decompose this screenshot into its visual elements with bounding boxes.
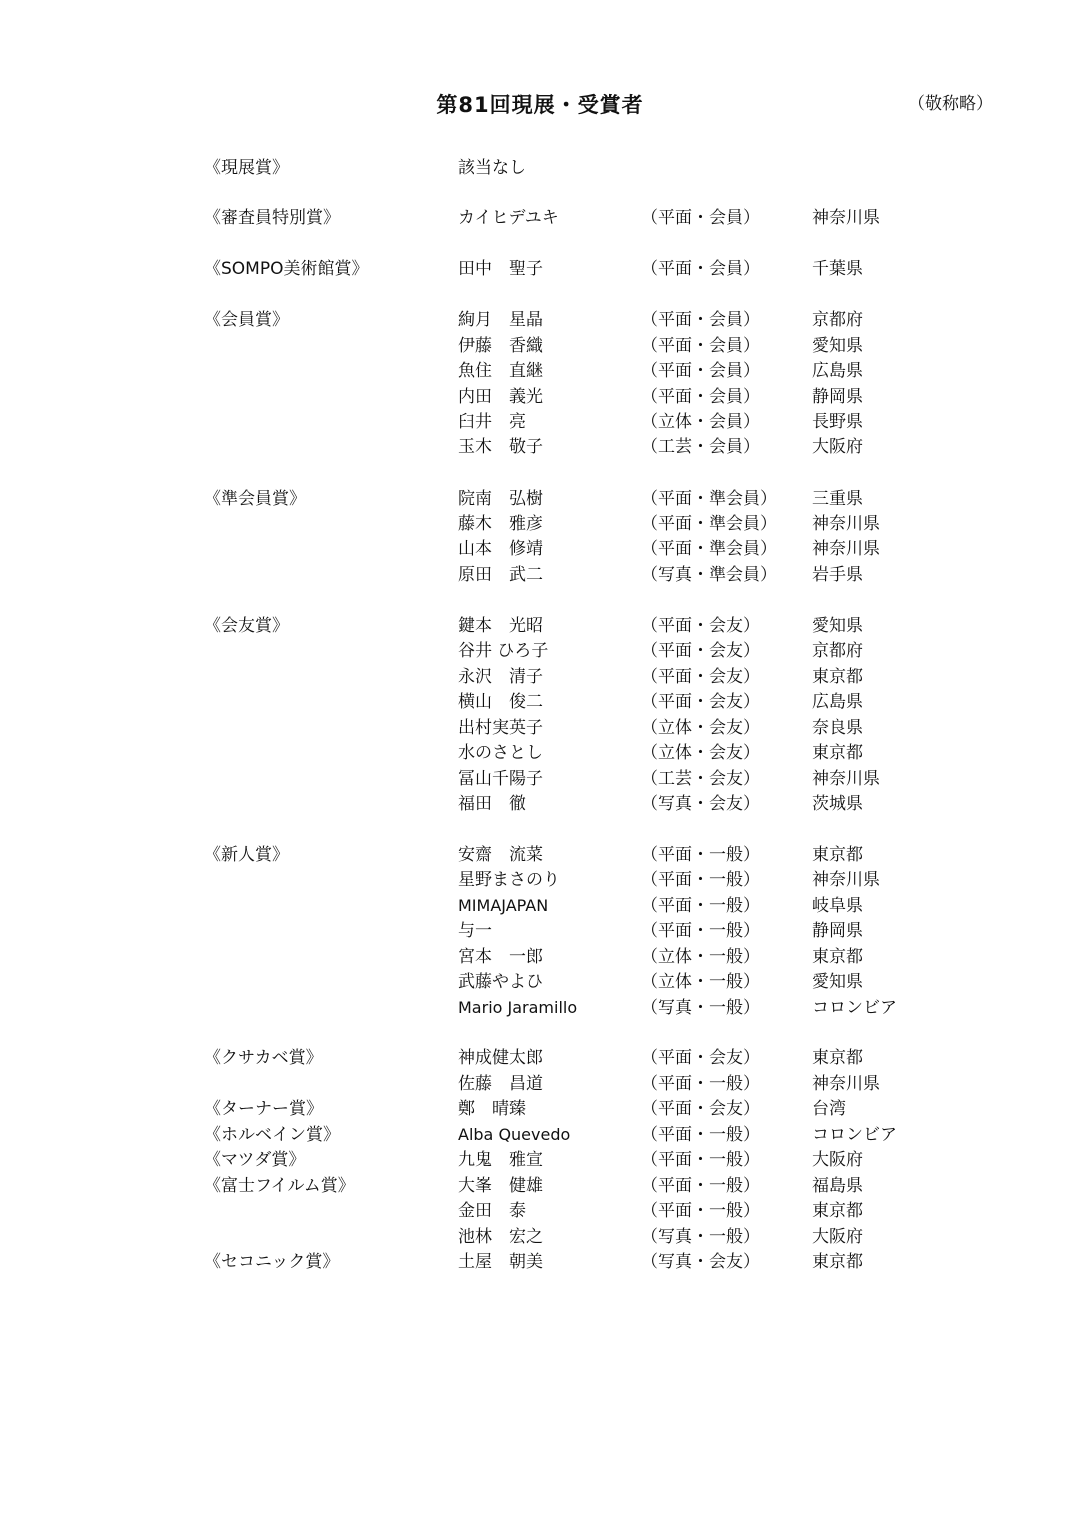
recipient-prefecture: 愛知県 (812, 616, 863, 636)
recipient-division: （平面・一般） (641, 870, 760, 890)
award-row (0, 766, 1080, 792)
recipient-name: 鍵本 光昭 (458, 616, 543, 636)
recipient-prefecture: 広島県 (812, 361, 863, 381)
award-row (0, 1122, 1080, 1148)
recipient-prefecture: 大阪府 (812, 1150, 863, 1170)
recipient-prefecture: コロンビア (812, 1125, 897, 1145)
recipient-prefecture: 静岡県 (812, 921, 863, 941)
award-row (0, 256, 1080, 282)
recipient-name: 星野まさのり (458, 870, 560, 890)
recipient-name: 藤木 雅彦 (458, 514, 543, 534)
recipient-prefecture: 茨城県 (812, 794, 863, 814)
recipient-prefecture: 東京都 (812, 1252, 863, 1272)
award-name: 《会友賞》 (204, 616, 289, 636)
recipient-name: Mario Jaramillo (458, 998, 578, 1017)
recipient-name: 土屋 朝美 (458, 1252, 543, 1272)
recipient-prefecture: 福島県 (812, 1176, 863, 1196)
recipient-prefecture: 三重県 (812, 489, 863, 509)
award-row (0, 689, 1080, 715)
award-row (0, 1224, 1080, 1250)
recipient-division: （平面・一般） (641, 1176, 760, 1196)
recipient-division: （平面・会員） (641, 361, 760, 381)
recipient-name: 絢月 星晶 (458, 310, 543, 330)
award-row (0, 205, 1080, 231)
recipient-name: 与一 (458, 921, 492, 941)
award-row (0, 1096, 1080, 1122)
recipient-division: （立体・一般） (641, 972, 760, 992)
award-row (0, 715, 1080, 741)
award-row (0, 893, 1080, 919)
recipient-prefecture: 長野県 (812, 412, 863, 432)
recipient-division: （写真・準会員） (641, 565, 777, 585)
award-row (0, 969, 1080, 995)
recipient-name: 横山 俊二 (458, 692, 543, 712)
recipient-division: （平面・準会員） (641, 514, 777, 534)
recipient-division: （平面・会員） (641, 310, 760, 330)
recipient-prefecture: 京都府 (812, 641, 863, 661)
recipient-name: 佐藤 昌道 (458, 1074, 543, 1094)
recipient-prefecture: 大阪府 (812, 437, 863, 457)
recipient-division: （工芸・会員） (641, 437, 760, 457)
award-name: 《会員賞》 (204, 310, 289, 330)
award-row (0, 791, 1080, 817)
recipient-prefecture: 東京都 (812, 1048, 863, 1068)
award-name: 《現展賞》 (204, 158, 289, 178)
award-name: 《富士フイルム賞》 (204, 1176, 355, 1196)
award-row (0, 918, 1080, 944)
recipient-division: （平面・一般） (641, 896, 760, 916)
recipient-name: カイヒデユキ (458, 208, 559, 228)
recipient-name: 永沢 清子 (458, 667, 543, 687)
recipient-division: （平面・会友） (641, 692, 760, 712)
award-row (0, 1045, 1080, 1071)
recipient-division: （平面・会友） (641, 667, 760, 687)
recipient-name: MIMAJAPAN (458, 896, 549, 915)
recipient-division: （平面・会員） (641, 208, 760, 228)
recipient-division: （平面・一般） (641, 1125, 760, 1145)
recipient-division: （平面・会員） (641, 387, 760, 407)
recipient-prefecture: 愛知県 (812, 336, 863, 356)
recipient-division: （写真・会友） (641, 794, 760, 814)
recipient-prefecture: 東京都 (812, 845, 863, 865)
award-row (0, 536, 1080, 562)
recipient-name: 臼井 亮 (458, 412, 526, 432)
award-row (0, 1071, 1080, 1097)
recipient-division: （写真・一般） (641, 1227, 760, 1247)
award-row (0, 664, 1080, 690)
award-row (0, 1173, 1080, 1199)
recipient-prefecture: 奈良県 (812, 718, 863, 738)
award-row (0, 867, 1080, 893)
award-name: 《クサカベ賞》 (204, 1048, 323, 1068)
recipient-name: 田中 聖子 (458, 259, 543, 279)
recipient-prefecture: 岩手県 (812, 565, 863, 585)
recipient-prefecture: コロンビア (812, 998, 897, 1018)
recipient-division: （平面・会友） (641, 616, 760, 636)
award-name: 《審査員特別賞》 (204, 208, 340, 228)
recipient-division: （立体・会友） (641, 743, 760, 763)
recipient-name: 宮本 一郎 (458, 947, 543, 967)
recipient-prefecture: 広島県 (812, 692, 863, 712)
award-row (0, 995, 1080, 1021)
recipient-division: （平面・会友） (641, 641, 760, 661)
award-row (0, 562, 1080, 588)
recipient-division: （平面・準会員） (641, 489, 777, 509)
recipient-division: （平面・一般） (641, 921, 760, 941)
recipient-name: 内田 義光 (458, 387, 543, 407)
recipient-name: 安齋 流菜 (458, 845, 543, 865)
page-title: 第81回現展・受賞者 (436, 93, 644, 117)
award-row (0, 511, 1080, 537)
recipient-prefecture: 神奈川県 (812, 539, 880, 559)
award-row (0, 740, 1080, 766)
award-row (0, 333, 1080, 359)
recipient-prefecture: 愛知県 (812, 972, 863, 992)
award-row (0, 486, 1080, 512)
recipient-name: 水のさとし (458, 743, 543, 763)
recipient-prefecture: 京都府 (812, 310, 863, 330)
award-row (0, 1147, 1080, 1173)
recipient-name: 原田 武二 (458, 565, 543, 585)
recipient-division: （写真・一般） (641, 998, 760, 1018)
award-row (0, 1249, 1080, 1275)
award-row (0, 638, 1080, 664)
recipient-prefecture: 大阪府 (812, 1227, 863, 1247)
award-name: 《ターナー賞》 (204, 1099, 323, 1119)
recipient-division: （写真・会友） (641, 1252, 760, 1272)
recipient-prefecture: 神奈川県 (812, 870, 880, 890)
recipient-name: 神成健太郎 (458, 1048, 543, 1068)
award-row (0, 409, 1080, 435)
award-row (0, 384, 1080, 410)
recipient-division: （立体・会友） (641, 718, 760, 738)
award-row (0, 155, 1080, 181)
recipient-prefecture: 岐阜県 (812, 896, 863, 916)
recipient-name: 金田 泰 (458, 1201, 526, 1221)
recipient-name: 池林 宏之 (458, 1227, 543, 1247)
award-row (0, 358, 1080, 384)
recipient-name: 福田 徹 (458, 794, 526, 814)
recipient-name: 冨山千陽子 (458, 769, 543, 789)
recipient-division: （平面・会友） (641, 1048, 760, 1068)
recipient-division: （平面・準会員） (641, 539, 777, 559)
award-row (0, 944, 1080, 970)
award-row (0, 307, 1080, 333)
recipient-division: （立体・一般） (641, 947, 760, 967)
recipient-prefecture: 東京都 (812, 743, 863, 763)
recipient-prefecture: 東京都 (812, 1201, 863, 1221)
recipient-division: （平面・会員） (641, 259, 760, 279)
recipient-division: （平面・一般） (641, 845, 760, 865)
recipient-prefecture: 千葉県 (812, 259, 863, 279)
award-name: 《新人賞》 (204, 845, 289, 865)
recipient-prefecture: 台湾 (812, 1099, 846, 1119)
recipient-division: （平面・一般） (641, 1074, 760, 1094)
recipient-division: （平面・会友） (641, 1099, 760, 1119)
recipient-prefecture: 東京都 (812, 947, 863, 967)
recipient-name: 九鬼 雅宣 (458, 1150, 543, 1170)
recipient-name: 該当なし (458, 158, 526, 178)
recipient-prefecture: 神奈川県 (812, 1074, 880, 1094)
award-name: 《SOMPO美術館賞》 (204, 259, 369, 279)
recipient-name: 山本 修靖 (458, 539, 543, 559)
award-name: 《セコニック賞》 (204, 1252, 340, 1272)
recipient-name: 大峯 健雄 (458, 1176, 543, 1196)
recipient-division: （平面・一般） (641, 1201, 760, 1221)
recipient-name: Alba Quevedo (458, 1125, 571, 1144)
recipient-division: （平面・会員） (641, 336, 760, 356)
recipient-prefecture: 神奈川県 (812, 514, 880, 534)
honorific-note: （敬称略） (908, 94, 993, 114)
recipient-division: （立体・会員） (641, 412, 760, 432)
award-row (0, 434, 1080, 460)
award-row (0, 842, 1080, 868)
recipient-prefecture: 東京都 (812, 667, 863, 687)
award-name: 《ホルベイン賞》 (204, 1125, 340, 1145)
award-name: 《マツダ賞》 (204, 1150, 306, 1170)
recipient-name: 武藤やよひ (458, 972, 543, 992)
recipient-prefecture: 静岡県 (812, 387, 863, 407)
recipient-prefecture: 神奈川県 (812, 769, 880, 789)
award-row (0, 613, 1080, 639)
award-row (0, 1198, 1080, 1224)
recipient-name: 出村実英子 (458, 718, 543, 738)
recipient-prefecture: 神奈川県 (812, 208, 880, 228)
recipient-division: （工芸・会友） (641, 769, 760, 789)
recipient-name: 谷井 ひろ子 (458, 641, 549, 661)
recipient-name: 魚住 直継 (458, 361, 543, 381)
recipient-division: （平面・一般） (641, 1150, 760, 1170)
recipient-name: 伊藤 香織 (458, 336, 543, 356)
award-name: 《準会員賞》 (204, 489, 306, 509)
recipient-name: 院南 弘樹 (458, 489, 543, 509)
recipient-name: 玉木 敬子 (458, 437, 543, 457)
recipient-name: 鄭 晴臻 (458, 1099, 526, 1119)
